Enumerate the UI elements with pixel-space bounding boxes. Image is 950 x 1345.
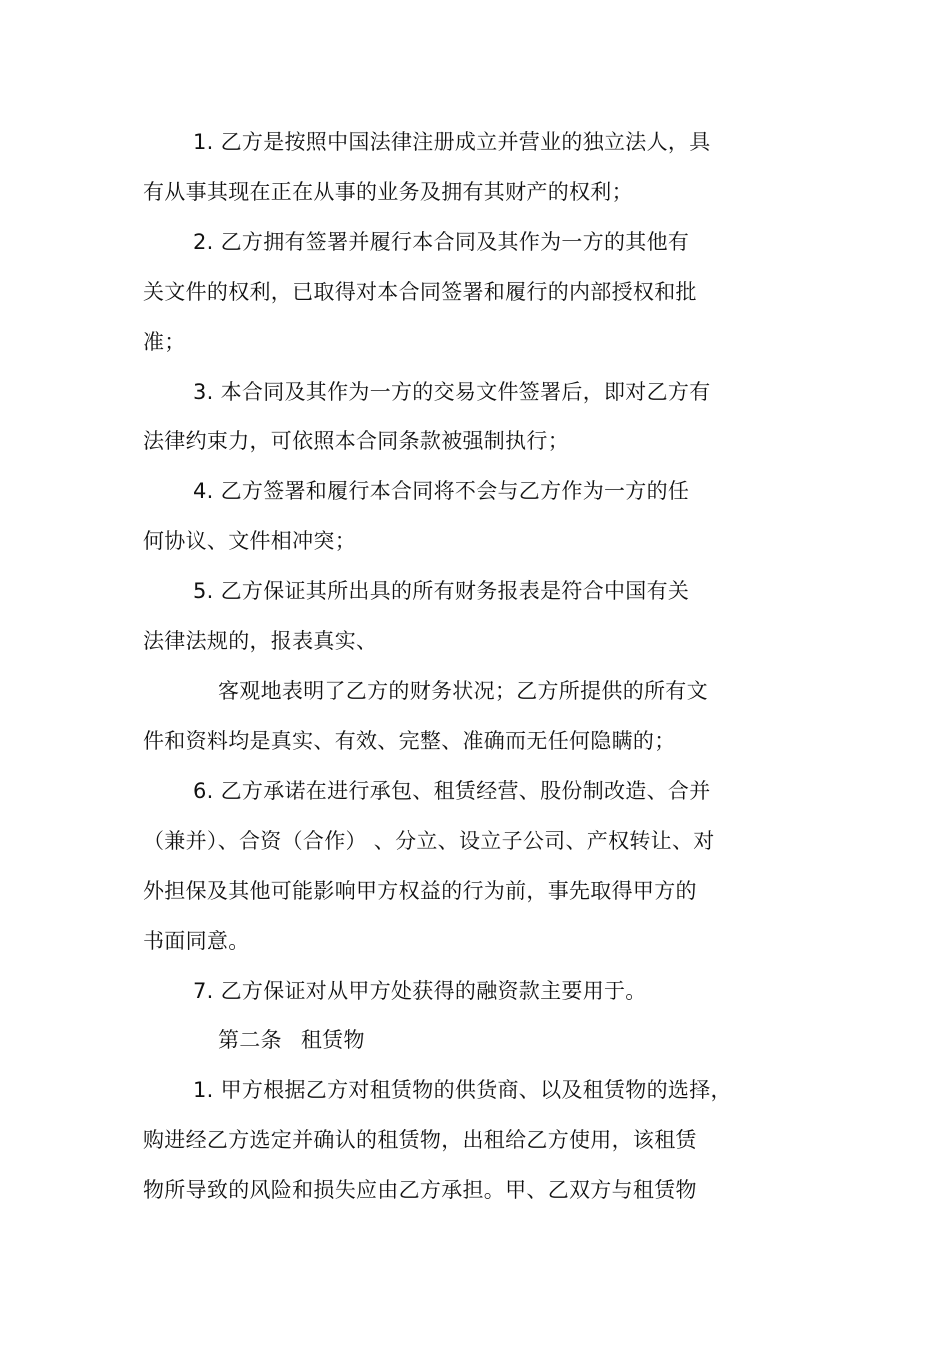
text-line: 5. 乙方保证其所出具的所有财务报表是符合中国有关	[193, 579, 690, 603]
text-line: 件和资料均是真实、有效、完整、准确而无任何隐瞒的；	[143, 729, 676, 753]
text-line: 有从事其现在正在从事的业务及拥有其财产的权利；	[143, 180, 633, 204]
text-line: 3. 本合同及其作为一方的交易文件签署后，即对乙方有	[193, 380, 711, 404]
text-line: 何协议、文件相冲突；	[143, 529, 356, 553]
text-line: 客观地表明了乙方的财务状况；乙方所提供的所有文	[218, 679, 708, 703]
text-line: 关文件的权利，已取得对本合同签署和履行的内部授权和批	[143, 280, 697, 304]
text-line: 4. 乙方签署和履行本合同将不会与乙方作为一方的任	[193, 479, 690, 503]
text-line: 6. 乙方承诺在进行承包、租赁经营、股份制改造、合并	[193, 779, 711, 803]
text-line: 1. 乙方是按照中国法律注册成立并营业的独立法人，具	[193, 130, 711, 154]
text-line: 准；	[143, 330, 186, 354]
text-line: 2. 乙方拥有签署并履行本合同及其作为一方的其他有	[193, 230, 690, 254]
text-line: 外担保及其他可能影响甲方权益的行为前，事先取得甲方的	[143, 879, 697, 903]
text-line: （兼并）、合资（合作） 、分立、设立子公司、产权转让、对	[143, 829, 715, 853]
text-line: 书面同意。	[143, 929, 250, 953]
text-line: 购进经乙方选定并确认的租赁物，出租给乙方使用，该租赁	[143, 1128, 697, 1152]
text-line: 法律法规的，报表真实、	[143, 629, 378, 653]
text-line: 1. 甲方根据乙方对租赁物的供货商、以及租赁物的选择，	[193, 1078, 732, 1102]
section-heading: 第二条 租赁物	[218, 1028, 365, 1052]
text-line: 7. 乙方保证对从甲方处获得的融资款主要用于。	[193, 979, 647, 1003]
text-line: 物所导致的风险和损失应由乙方承担。甲、乙双方与租赁物	[143, 1178, 697, 1202]
text-line: 法律约束力，可依照本合同条款被强制执行；	[143, 429, 569, 453]
